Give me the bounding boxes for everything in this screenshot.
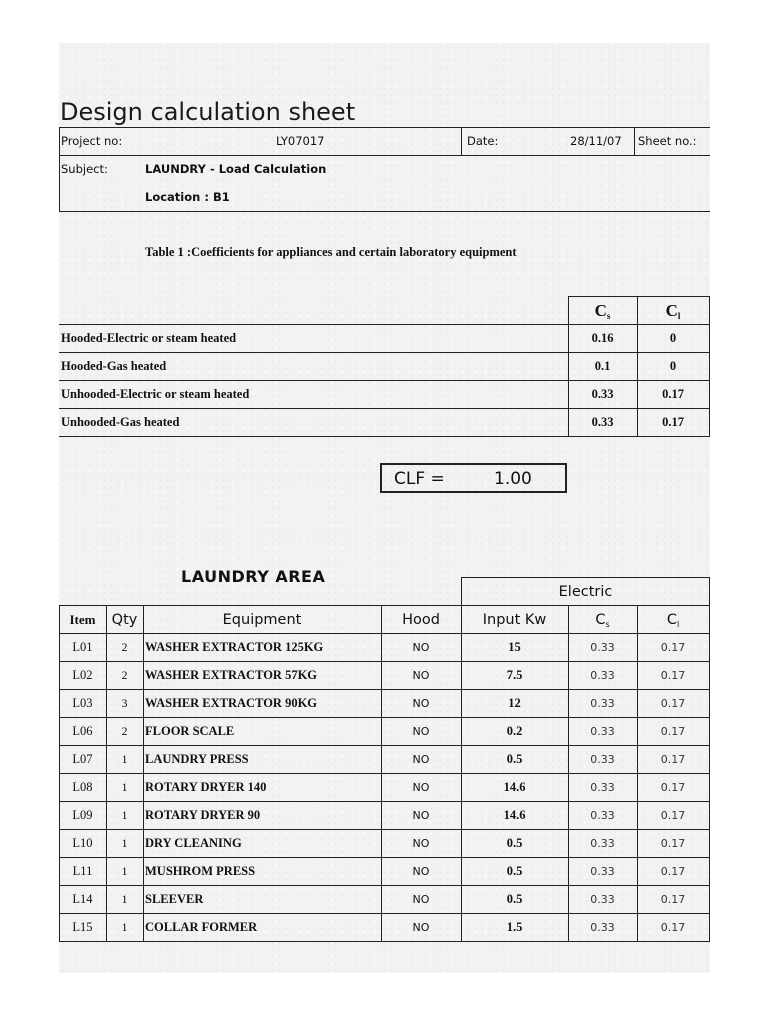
table1-header-cs: C s bbox=[594, 300, 611, 321]
table1-row-label: Unhooded-Electric or steam heated bbox=[61, 387, 250, 401]
row-cs: 0.33 bbox=[590, 921, 615, 934]
table1-row-cs: 0.1 bbox=[594, 359, 611, 373]
row-item: L07 bbox=[72, 752, 93, 766]
row-input-kw: 7.5 bbox=[506, 668, 523, 682]
table1-row-cs: 0.33 bbox=[591, 387, 614, 401]
header-hood: Hood bbox=[402, 611, 440, 628]
subject-value: LAUNDRY - Load Calculation bbox=[145, 162, 327, 176]
row-qty: 1 bbox=[121, 920, 128, 934]
header-divider-sheet bbox=[634, 127, 635, 155]
row-input-kw: 0.5 bbox=[506, 752, 523, 766]
row-hood: NO bbox=[412, 725, 430, 738]
laundry-col-line bbox=[637, 605, 638, 941]
row-input-kw: 0.5 bbox=[506, 836, 523, 850]
row-equipment: WASHER EXTRACTOR 90KG bbox=[145, 696, 318, 710]
row-input-kw: 1.5 bbox=[506, 920, 523, 934]
table1-row-cs: 0.16 bbox=[591, 331, 614, 345]
row-hood: NO bbox=[412, 837, 430, 850]
laundry-col-line bbox=[381, 605, 382, 941]
row-qty: 1 bbox=[121, 808, 128, 822]
row-input-kw: 14.6 bbox=[503, 780, 526, 794]
header-top-border bbox=[59, 127, 710, 128]
row-input-kw: 14.6 bbox=[503, 808, 526, 822]
row-qty: 3 bbox=[121, 696, 128, 710]
row-cl: 0.17 bbox=[660, 641, 686, 654]
row-cs: 0.33 bbox=[590, 753, 615, 766]
row-cl: 0.17 bbox=[660, 893, 686, 906]
row-cl: 0.17 bbox=[660, 865, 686, 878]
row-hood: NO bbox=[412, 669, 430, 682]
laundry-col-line bbox=[106, 605, 107, 941]
row-cl: 0.17 bbox=[660, 725, 686, 738]
row-equipment: WASHER EXTRACTOR 57KG bbox=[145, 668, 318, 682]
row-item: L11 bbox=[72, 864, 93, 878]
header-divider-date bbox=[461, 127, 462, 155]
row-cs: 0.33 bbox=[590, 809, 615, 822]
row-equipment: MUSHROM PRESS bbox=[145, 864, 256, 878]
electric-group-header: Electric bbox=[558, 583, 613, 600]
row-hood: NO bbox=[412, 809, 430, 822]
laundry-area-title: LAUNDRY AREA bbox=[181, 567, 326, 586]
table1-row-cl: 0.17 bbox=[662, 387, 684, 401]
laundry-col-line bbox=[709, 605, 710, 941]
header-qty: Qty bbox=[111, 611, 138, 628]
row-cs: 0.33 bbox=[590, 837, 615, 850]
table1-row-cl: 0.17 bbox=[662, 415, 684, 429]
sheet-label: Sheet no.: bbox=[638, 134, 697, 148]
row-qty: 2 bbox=[121, 724, 128, 738]
row-item: L08 bbox=[72, 780, 93, 794]
row-equipment: FLOOR SCALE bbox=[145, 724, 235, 738]
table1-header-cl: C l bbox=[665, 300, 681, 321]
row-hood: NO bbox=[412, 697, 430, 710]
table1-row-label: Hooded-Electric or steam heated bbox=[61, 331, 237, 345]
row-cl: 0.17 bbox=[660, 921, 686, 934]
row-cs: 0.33 bbox=[590, 865, 615, 878]
row-cl: 0.17 bbox=[660, 781, 686, 794]
header-left-border bbox=[59, 127, 60, 212]
header-cs: C s bbox=[595, 611, 610, 629]
header-bottom-border bbox=[59, 211, 710, 212]
laundry-col-line bbox=[143, 605, 144, 941]
table1-row-cs: 0.33 bbox=[591, 415, 614, 429]
table1-row-cl: 0 bbox=[669, 359, 677, 373]
header-row-divider bbox=[59, 155, 710, 156]
row-input-kw: 15 bbox=[508, 640, 521, 654]
header-cl: C l bbox=[666, 611, 680, 629]
row-equipment: DRY CLEANING bbox=[145, 836, 242, 850]
clf-label: CLF = bbox=[394, 469, 445, 489]
clf-box bbox=[380, 463, 567, 493]
row-item: L09 bbox=[72, 808, 93, 822]
row-cl: 0.17 bbox=[660, 753, 686, 766]
row-cl: 0.17 bbox=[660, 809, 686, 822]
row-equipment: ROTARY DRYER 90 bbox=[145, 808, 261, 822]
location-value: Location : B1 bbox=[145, 190, 230, 204]
laundry-col-line bbox=[461, 605, 462, 941]
row-hood: NO bbox=[412, 781, 430, 794]
row-hood: NO bbox=[412, 865, 430, 878]
row-equipment: ROTARY DRYER 140 bbox=[145, 780, 267, 794]
row-cl: 0.17 bbox=[660, 697, 686, 710]
row-cs: 0.33 bbox=[590, 781, 615, 794]
row-item: L03 bbox=[72, 696, 93, 710]
row-input-kw: 12 bbox=[508, 696, 521, 710]
row-cs: 0.33 bbox=[590, 669, 615, 682]
row-item: L10 bbox=[72, 836, 93, 850]
laundry-col-line bbox=[568, 605, 569, 941]
clf-value: 1.00 bbox=[494, 469, 532, 489]
row-hood: NO bbox=[412, 641, 430, 654]
table1-row-cl: 0 bbox=[669, 331, 677, 345]
project-number: LY07017 bbox=[276, 134, 325, 148]
header-item: Item bbox=[69, 611, 96, 627]
row-qty: 1 bbox=[121, 780, 128, 794]
row-qty: 1 bbox=[121, 892, 128, 906]
row-equipment: SLEEVER bbox=[145, 892, 204, 906]
row-equipment: COLLAR FORMER bbox=[145, 920, 258, 934]
laundry-col-line bbox=[59, 605, 60, 941]
row-cl: 0.17 bbox=[660, 669, 686, 682]
project-label: Project no: bbox=[61, 134, 123, 148]
subject-label: Subject: bbox=[61, 162, 108, 176]
table1-bottom-border bbox=[59, 436, 710, 437]
row-equipment: LAUNDRY PRESS bbox=[145, 752, 249, 766]
row-qty: 1 bbox=[121, 752, 128, 766]
row-item: L14 bbox=[72, 892, 93, 906]
row-input-kw: 0.5 bbox=[506, 864, 523, 878]
page-title: Design calculation sheet bbox=[60, 98, 356, 126]
row-input-kw: 0.5 bbox=[506, 892, 523, 906]
row-cl: 0.17 bbox=[660, 837, 686, 850]
row-cs: 0.33 bbox=[590, 893, 615, 906]
row-input-kw: 0.2 bbox=[506, 724, 523, 738]
row-qty: 1 bbox=[121, 864, 128, 878]
date-label: Date: bbox=[467, 134, 499, 148]
row-hood: NO bbox=[412, 753, 430, 766]
row-cs: 0.33 bbox=[590, 641, 615, 654]
row-qty: 1 bbox=[121, 836, 128, 850]
table1-caption: Table 1 :Coefficients for appliances and certain laboratory equipment bbox=[145, 245, 517, 259]
row-item: L15 bbox=[72, 920, 93, 934]
row-equipment: WASHER EXTRACTOR 125KG bbox=[145, 640, 324, 654]
table-row-divider bbox=[59, 941, 710, 942]
row-cs: 0.33 bbox=[590, 697, 615, 710]
row-hood: NO bbox=[412, 921, 430, 934]
header-input-kw: Input Kw bbox=[482, 611, 547, 628]
row-cs: 0.33 bbox=[590, 725, 615, 738]
date-value: 28/11/07 bbox=[570, 134, 622, 148]
table1-col-line bbox=[709, 296, 710, 436]
row-item: L06 bbox=[72, 724, 93, 738]
row-hood: NO bbox=[412, 893, 430, 906]
row-qty: 2 bbox=[121, 668, 128, 682]
table1-row-label: Unhooded-Gas heated bbox=[61, 415, 180, 429]
header-equipment: Equipment bbox=[222, 611, 302, 628]
table1-row-label: Hooded-Gas heated bbox=[61, 359, 167, 373]
row-item: L01 bbox=[72, 640, 93, 654]
row-item: L02 bbox=[72, 668, 93, 682]
row-qty: 2 bbox=[121, 640, 128, 654]
